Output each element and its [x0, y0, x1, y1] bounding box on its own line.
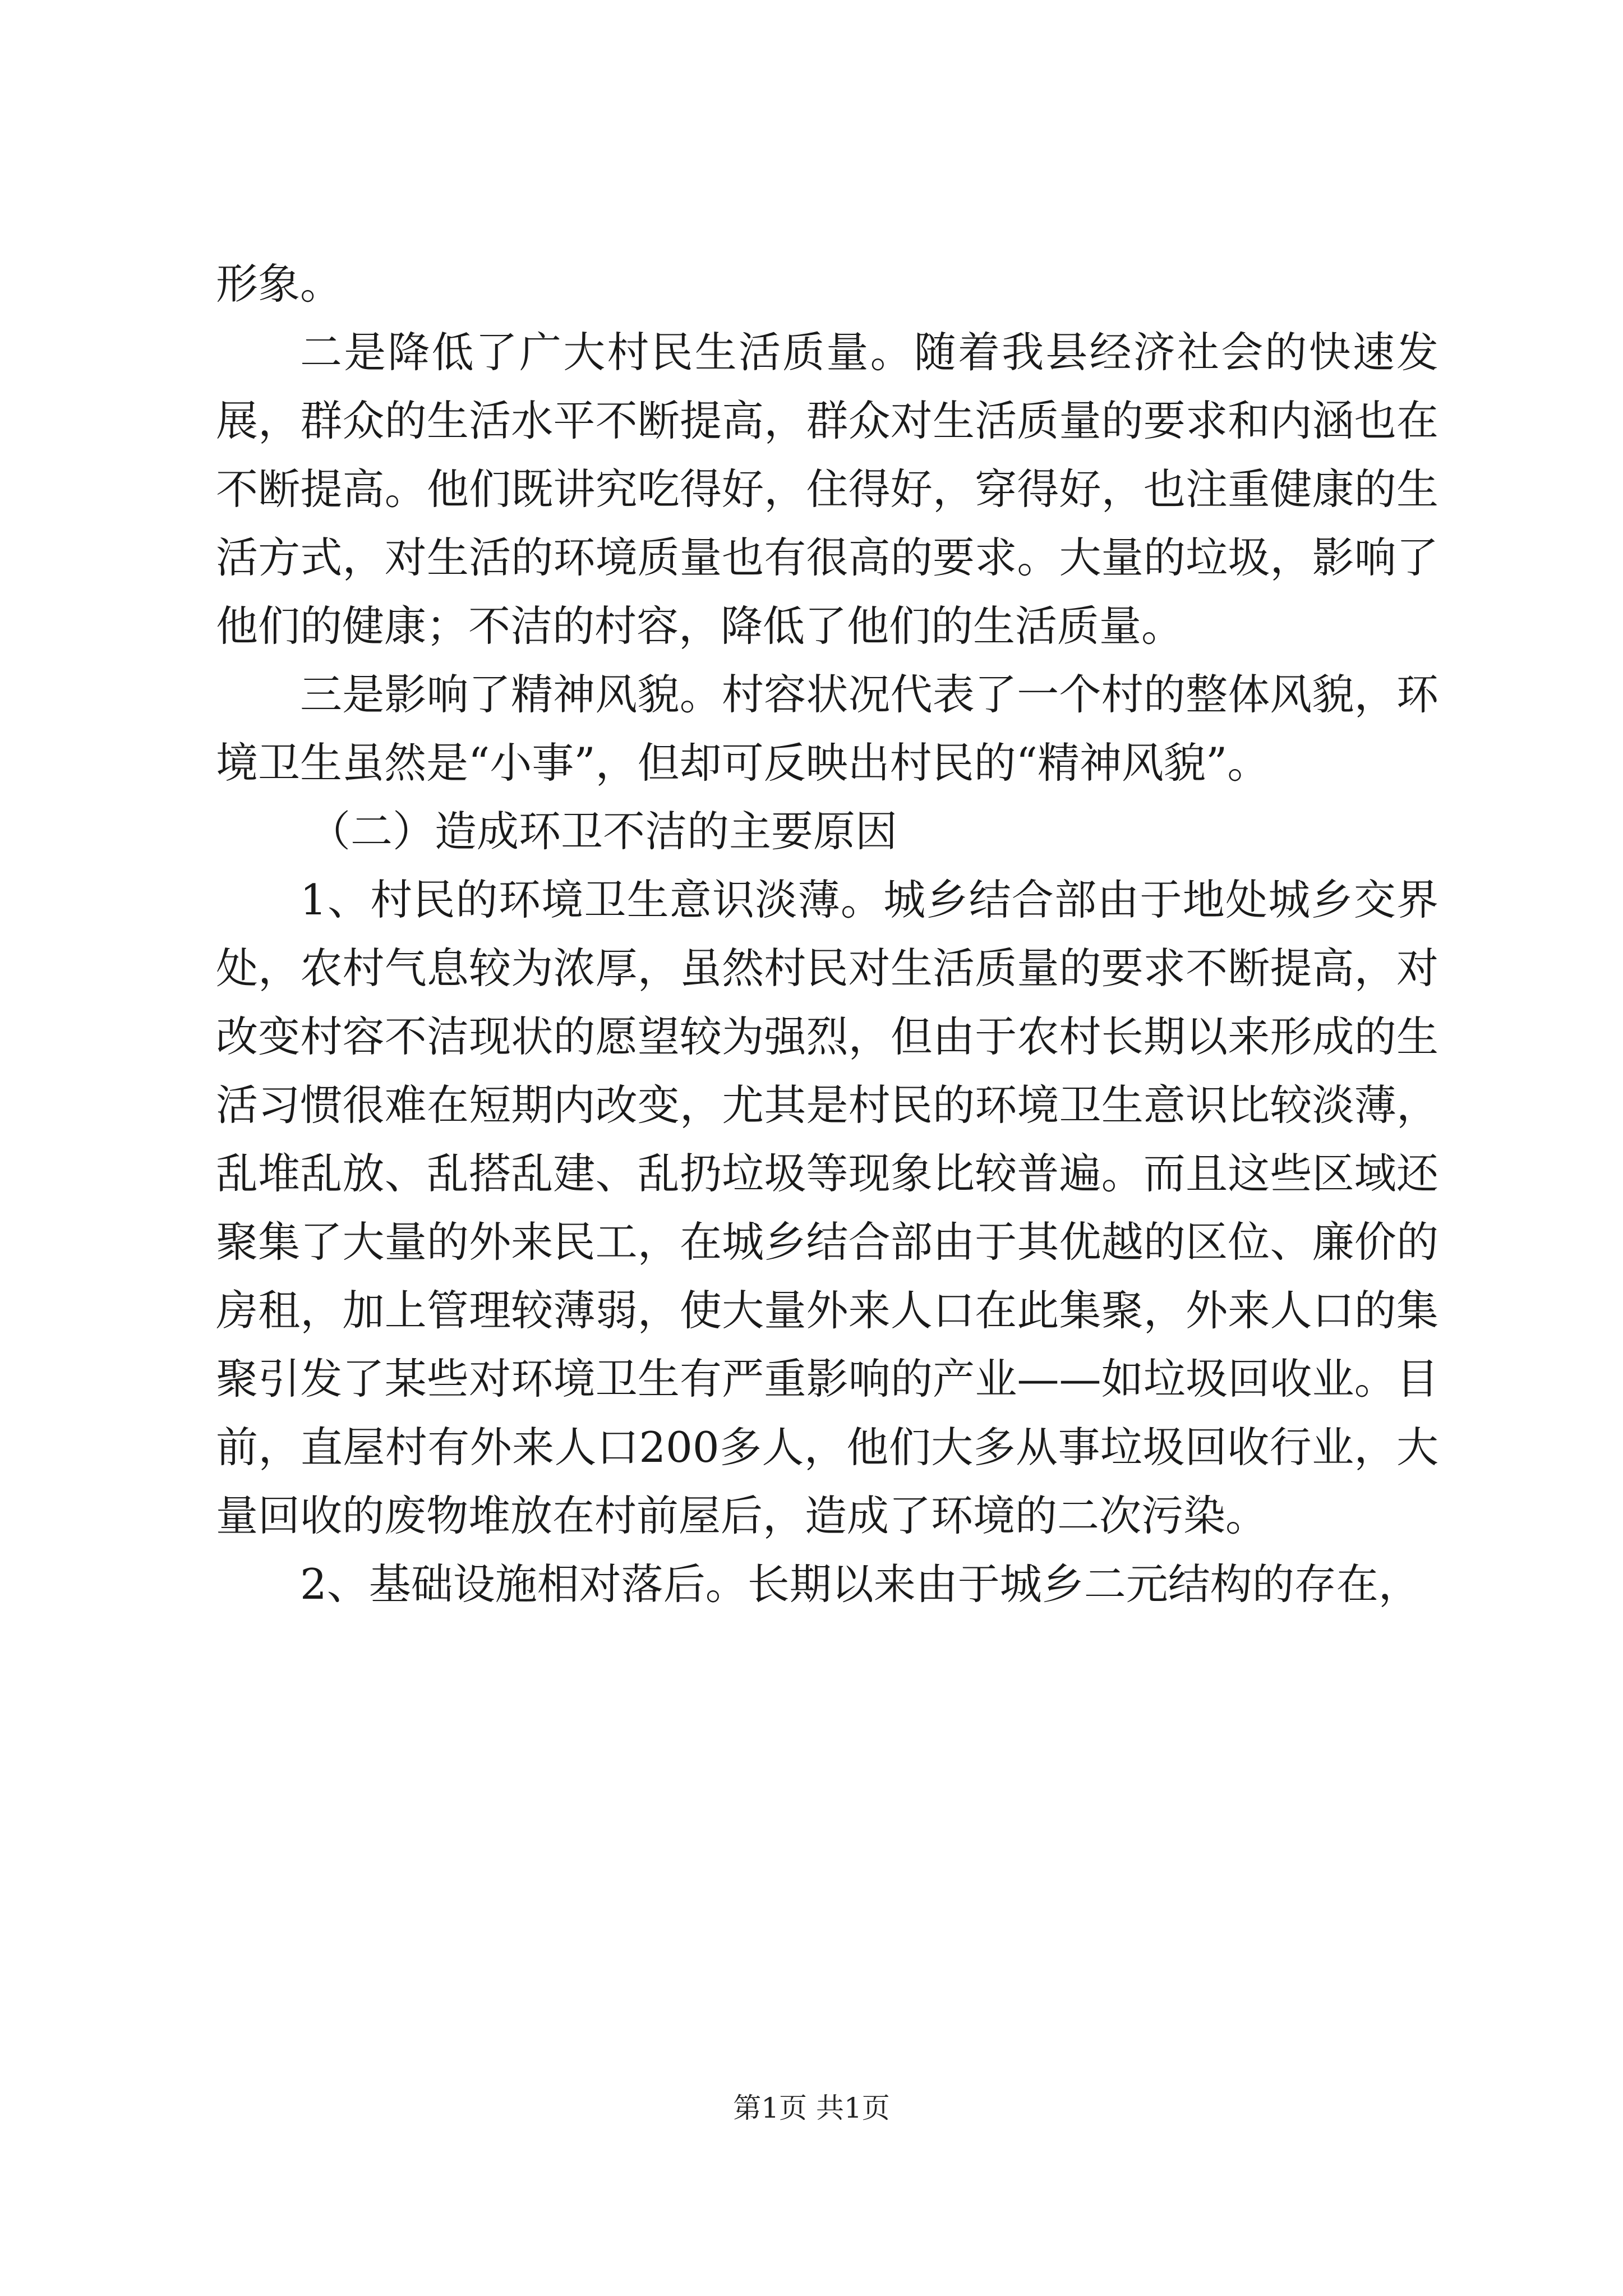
- paragraph-spirit: 三是影响了精神风貌。村容状况代表了一个村的整体风貌，环境卫生虽然是“小事”，但却可反映出村民的“精神风貌”。: [216, 670, 1438, 788]
- paragraph-living-quality: 二是降低了广大村民生活质量。随着我县经济社会的快速发展，群众的生活水平不断提高，群众对生活质量的要求和内涵也在不断提高。他们既讲究吃得好，住得好，穿得好，也注重健康的生活方式，对生活的环境质量也有很高的要求。大量的垃圾，影响了他们的健康；不洁的村容，降低了他们的生活质量。: [216, 328, 1438, 651]
- section-heading-causes: （二）造成环卫不洁的主要原因: [308, 807, 898, 856]
- page-footer: 第1页 共1页: [733, 2092, 890, 2124]
- document-body: [216, 250, 1438, 1618]
- paragraph-infrastructure: 2、基础设施相对落后。长期以来由于城乡二元结构的存在，: [300, 1559, 1421, 1609]
- paragraph-awareness: 1、村民的环境卫生意识淡薄。城乡结合部由于地处城乡交界处，农村气息较为浓厚，虽然村民对生活质量的要求不断提高，对改变村容不洁现状的愿望较为强烈，但由于农村长期以来形成的生活习惯很难在短期内改变，尤其是村民的环境卫生意识比较淡薄，乱堆乱放、乱搭乱建、乱扔垃圾等现象比较普遍。而且这些区域还聚集了大量的外来民工，在城乡结合部由于其优越的区位、廉价的房租，加上管理较薄弱，使大量外来人口在此集聚，外来人口的集聚引发了某些对环境卫生有严重影响的产业——如垃圾回收业。目前，直屋村有外来人口200多人，他们大多从事垃圾回收行业，大量回收的废物堆放在村前屋后，造成了环境的二次污染。: [216, 875, 1438, 1540]
- paragraph-continuation: 形象。: [216, 259, 343, 309]
